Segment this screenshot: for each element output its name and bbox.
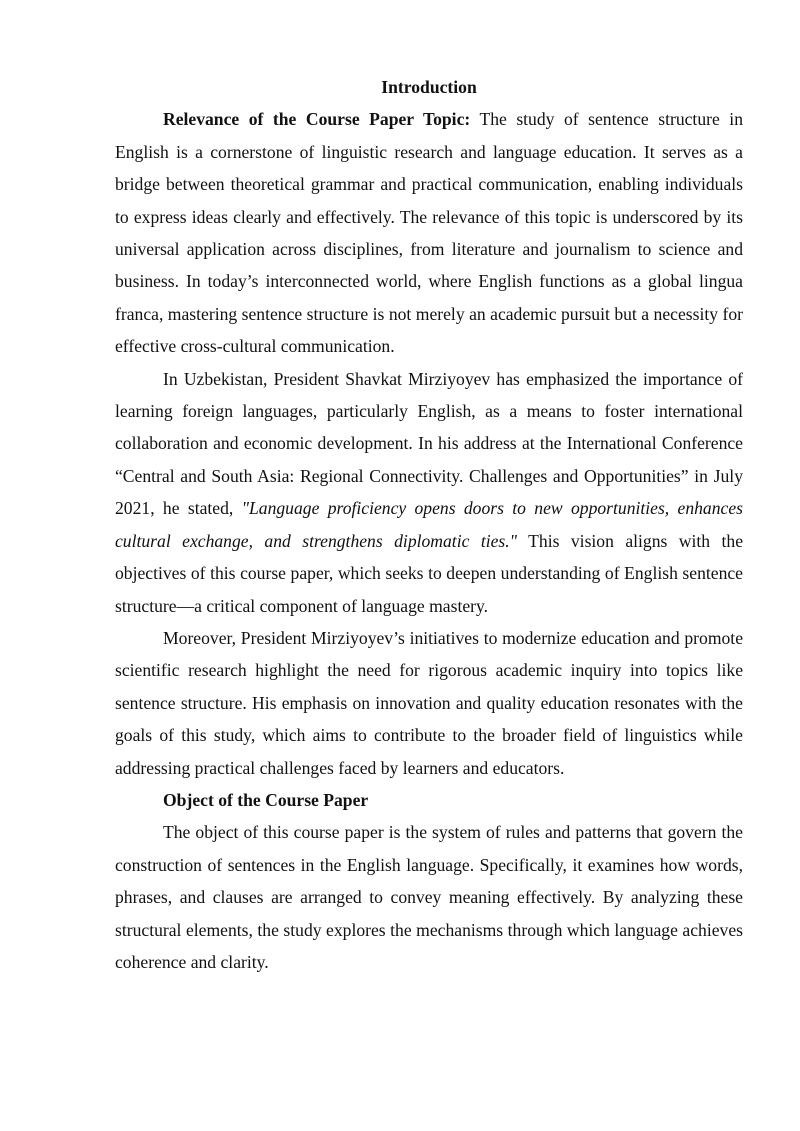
object-paragraph: The object of this course paper is the system of rules and patterns that govern the construction of sentences in the English language. Specifically, it examines how words, phrases, and clauses are arranged to convey meaning effectively. By analyzing these structural elements, the study explores the mechanisms through which language achieves coherence and clarity. [115,822,743,972]
object-heading: Object of the Course Paper [163,789,369,810]
relevance-paragraph [115,103,743,362]
relevance-text: The study of sentence structure in English is a cornerstone of linguistic research and language education. It serves as a bridge between theoretical grammar and practical communication, enabling individuals to express ideas clearly and effectively. The relevance of this topic is underscored by its universal application across disciplines, from literature and journalism to science and business. In today’s interconnected world, where English functions as a global lingua franca, mastering sentence structure is not merely an academic pursuit but a necessity for effective cross-cultural communication. [115,109,743,357]
uzbekistan-paragraph [115,363,743,622]
uzbekistan-text-after-quote: This vision aligns with the objectives of this course paper, which seeks to deepen understanding of English sentence structure—a critical component of language mastery. [115,530,743,616]
president-quote: "Language proficiency opens doors to new opportunities, enhances cultural exchange, and strengthens diplomatic ties." [115,498,743,551]
document-body [115,71,743,978]
relevance-lead: Relevance of the Course Paper Topic: [163,109,471,130]
uzbekistan-text-before-quote: In Uzbekistan, President Shavkat Mirziyoyev has emphasized the importance of learning foreign languages, particularly English, as a means to foster international collaboration and economic development. In his address at the International Conference “Central and South Asia: Regional Connectivity. Challenges and Opportunities” in July 2021, he stated, [115,368,743,519]
moreover-paragraph: Moreover, President Mirziyoyev’s initiatives to modernize education and promote scientific research highlight the need for rigorous academic inquiry into topics like sentence structure. His emphasis on innovation and quality education resonates with the goals of this study, which aims to contribute to the broader field of linguistics while addressing practical challenges faced by learners and educators. [115,627,743,778]
section-title: Introduction [381,77,477,97]
